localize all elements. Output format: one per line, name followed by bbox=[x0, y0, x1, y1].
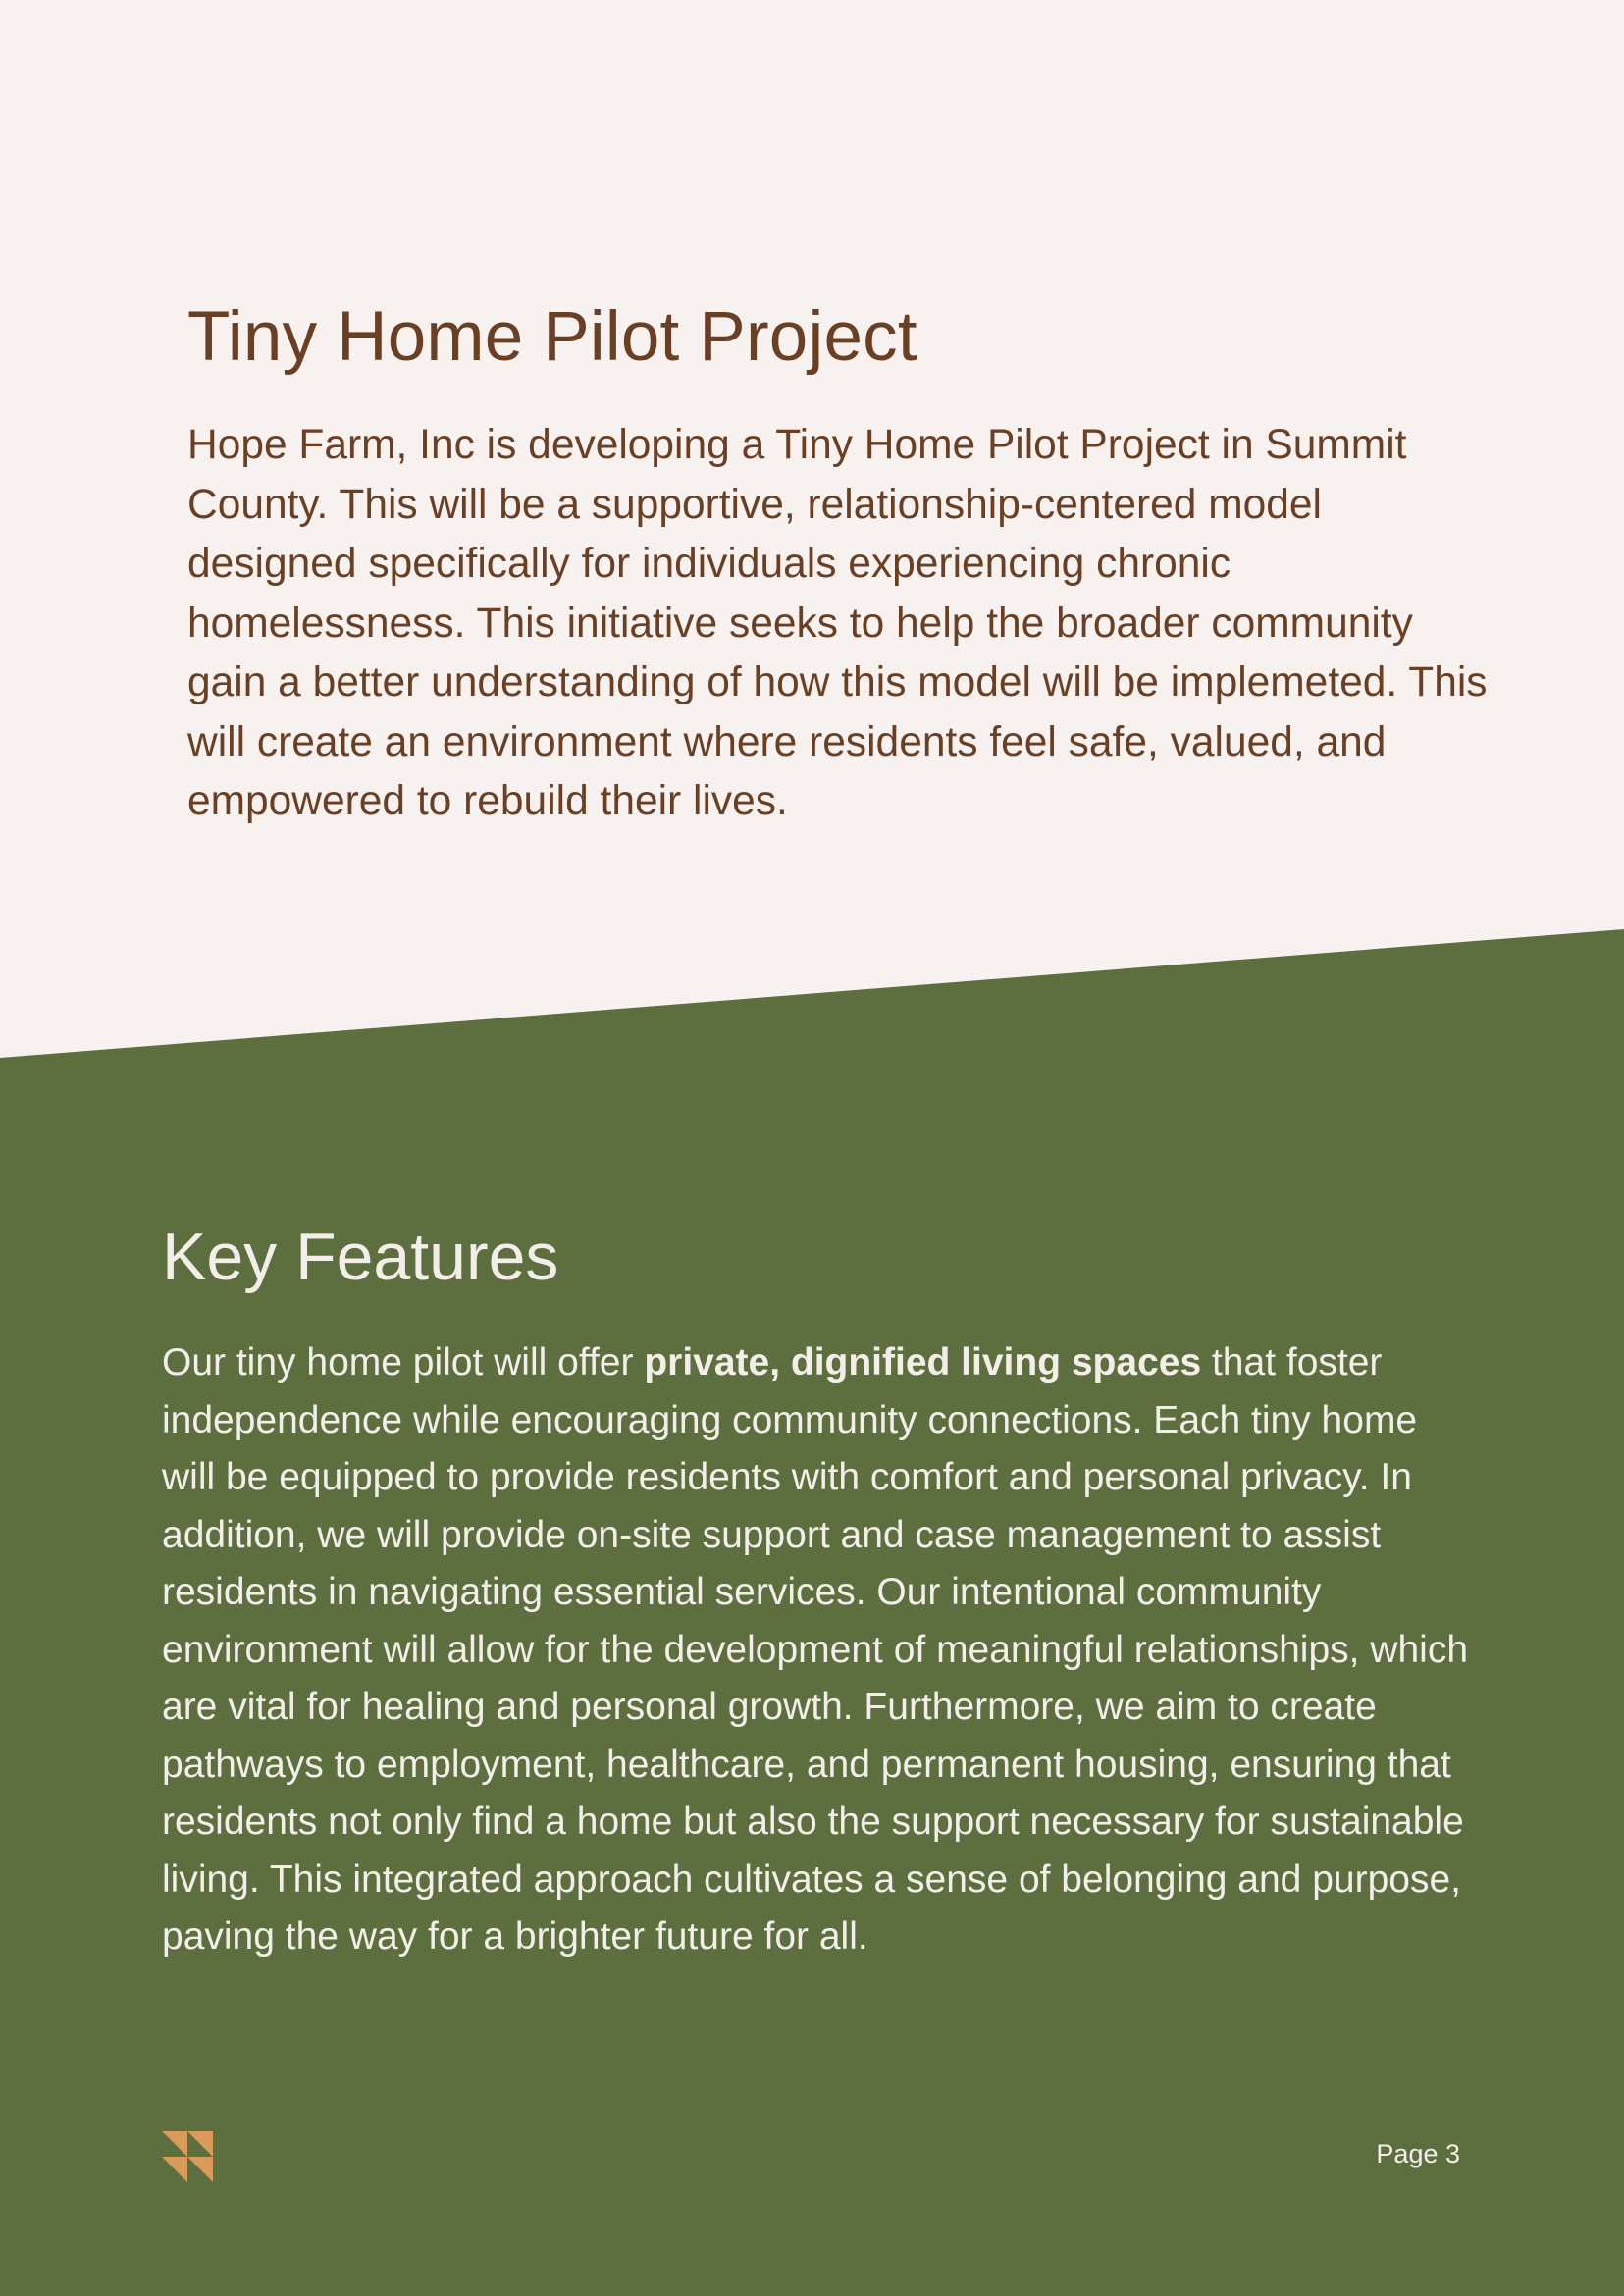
logo-triangle-top-right bbox=[187, 2131, 213, 2157]
intro-section bbox=[187, 290, 1493, 832]
intro-paragraph: Hope Farm, Inc is developing a Tiny Home Pilot Project in Summit County. This will be a supportive, relationship-centered model designed specifically for individuals experiencing chronic homelessness. This initiative seeks to help the broader community gain a better understanding of how this model will be implemeted. This will create an environment where residents feel safe, valued, and empowered to rebuild their lives. bbox=[187, 422, 1488, 824]
page-number: Page 3 bbox=[1376, 2139, 1460, 2168]
key-features-section bbox=[162, 1213, 1477, 1966]
logo-triangle-top-left bbox=[162, 2131, 187, 2157]
key-features-heading: Key Features bbox=[162, 1220, 559, 1294]
page-title: Tiny Home Pilot Project bbox=[187, 298, 917, 376]
features-bold-text: private, dignified living spaces bbox=[644, 1341, 1202, 1383]
logo-triangle-bottom-right bbox=[187, 2157, 213, 2182]
logo-triangle-bottom-left bbox=[162, 2157, 187, 2182]
key-features-paragraph bbox=[162, 1334, 1477, 1966]
features-text-after: that foster independence while encouraging community connections. Each tiny home will be equipped to provide residents with comfort and personal privacy. In addition, we will provide on-site support and case management to assist residents in navigating essential services. Our intentional community environment will allow for the development of meaningful relationships, which are vital for healing and personal growth. Furthermore, we aim to create pathways to employment, healthcare, and permanent housing, ensuring that residents not only find a home but also the support necessary for sustainable living. This integrated approach cultivates a sense of belonging and purpose, paving the way for a brighter future for all. bbox=[162, 1341, 1469, 1957]
features-text-before: Our tiny home pilot will offer bbox=[162, 1341, 645, 1383]
triangle-logo-icon bbox=[162, 2131, 213, 2182]
